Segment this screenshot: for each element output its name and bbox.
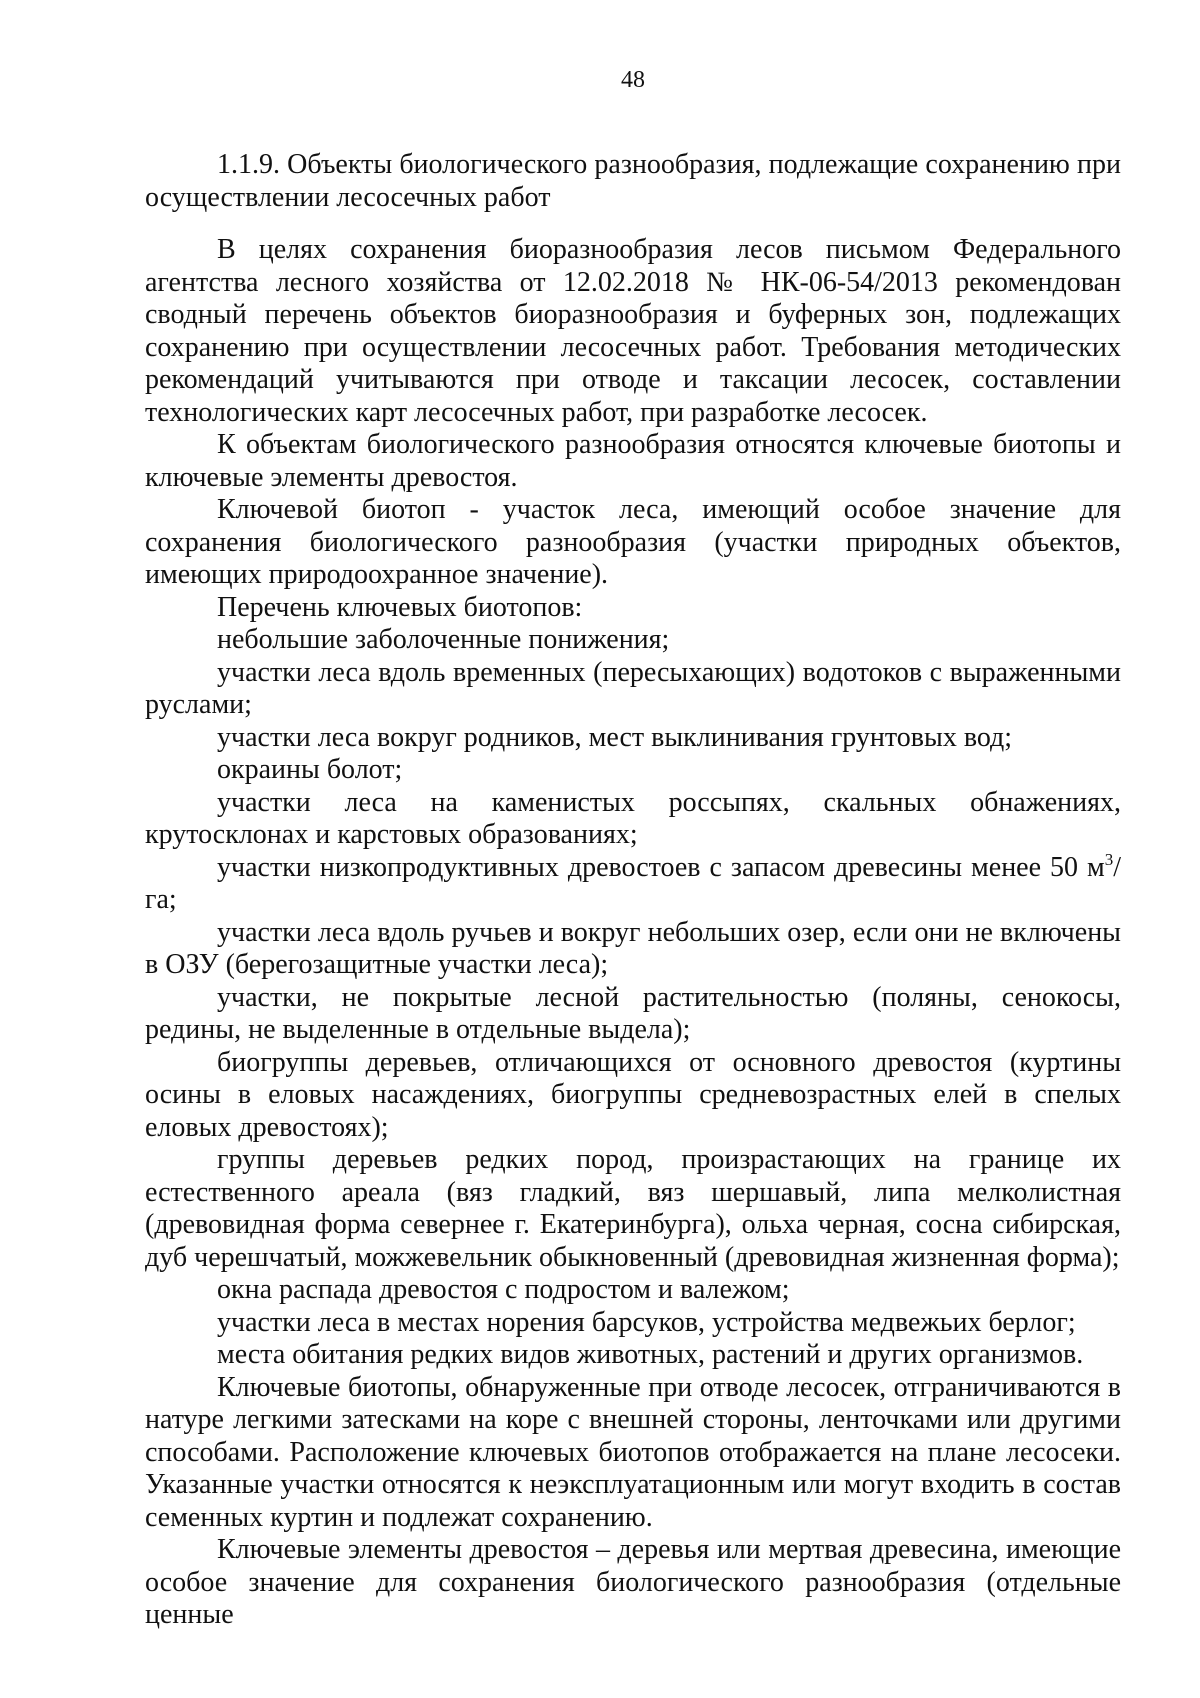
list-item: участки леса вдоль ручьев и вокруг небольших озер, если они не включены в ОЗУ (берегозащитные участки леса); xyxy=(145,916,1121,980)
list-item: окна распада древостоя с подростом и валежом; xyxy=(217,1274,790,1305)
paragraph-biotope-definition: Ключевой биотоп - участок леса, имеющий особое значение для сохранения биологического разнообразия (участки природных объектов, имеющих природоохранное значение). xyxy=(145,494,1121,590)
document-body xyxy=(145,234,1121,1632)
cubic-superscript: 3 xyxy=(1104,849,1114,869)
list-item: небольшие заболоченные понижения; xyxy=(217,624,670,655)
list-item: окраины болот; xyxy=(217,754,403,785)
list-item: места обитания редких видов животных, растений и других организмов. xyxy=(217,1339,1084,1370)
list-item: участки леса в местах норения барсуков, устройства медвежьих берлог; xyxy=(217,1306,1076,1338)
page-number: 48 xyxy=(621,67,645,93)
paragraph-objects: К объектам биологического разнообразия относятся ключевые биотопы и ключевые элементы древостоя. xyxy=(145,429,1121,493)
paragraph-intro: В целях сохранения биоразнообразия лесов письмом Федерального агентства лесного хозяйства от 12.02.2018 № НК-06-54/2013 рекомендован сводный перечень объектов биоразнообразия и буферных зон, подлежащих сохранению при осуществлении лесосечных работ. Требования методических рекомендаций учитываются при отводе и таксации лесосек, составлении технологических карт лесосечных работ, при разработке лесосек. xyxy=(145,234,1121,428)
section-heading: 1.1.9. Объекты биологического разнообразия, подлежащие сохранению при осуществлении лесосечных работ xyxy=(145,149,1121,213)
list-item-low-productive xyxy=(145,849,1121,917)
paragraph-biotope-list-title: Перечень ключевых биотопов: xyxy=(217,591,583,623)
list-item: участки леса вдоль временных (пересыхающих) водотоков с выраженными руслами; xyxy=(145,656,1121,720)
list-item: участки леса вокруг родников, мест выклинивания грунтовых вод; xyxy=(217,721,1013,753)
list-item: биогруппы деревьев, отличающихся от основного древостоя (куртины осины в еловых насаждениях, биогруппы средневозрастных елей в спелых еловых древостоях); xyxy=(145,1046,1121,1143)
list-item: группы деревьев редких пород, произрастающих на границе их естественного ареала (вяз гладкий, вяз шершавый, липа мелколистная (древовидная форма севернее г. Екатеринбурга), ольха черная, сосна сибирская, дуб черешчатый, можжевельник обыкновенный (древовидная жизненная форма); xyxy=(145,1144,1121,1273)
list-item: участки, не покрытые лесной растительностью (поляны, сенокосы, редины, не выделенные в отдельные выдела); xyxy=(145,981,1121,1045)
paragraph-biotope-marking: Ключевые биотопы, обнаруженные при отводе лесосек, отграничиваются в натуре легкими затесками на коре с внешней стороны, ленточками или другими способами. Расположение ключевых биотопов отображается на плане лесосеки. Указанные участки относятся к неэксплуатационным или могут входить в состав семенных куртин и подлежат сохранению. xyxy=(145,1371,1121,1533)
list-item: участки леса на каменистых россыпях, скальных обнажениях, крутосклонах и карстовых образованиях; xyxy=(145,786,1121,850)
per-hectare-text: /га; xyxy=(145,851,1121,915)
paragraph-key-elements: Ключевые элементы древостоя – деревья или мертвая древесина, имеющие особое значение для сохранения биологического разнообразия (отдельные ценные xyxy=(145,1534,1121,1630)
low-productive-text: участки низкопродуктивных древостоев с запасом древесины менее 50 м xyxy=(217,851,1105,883)
